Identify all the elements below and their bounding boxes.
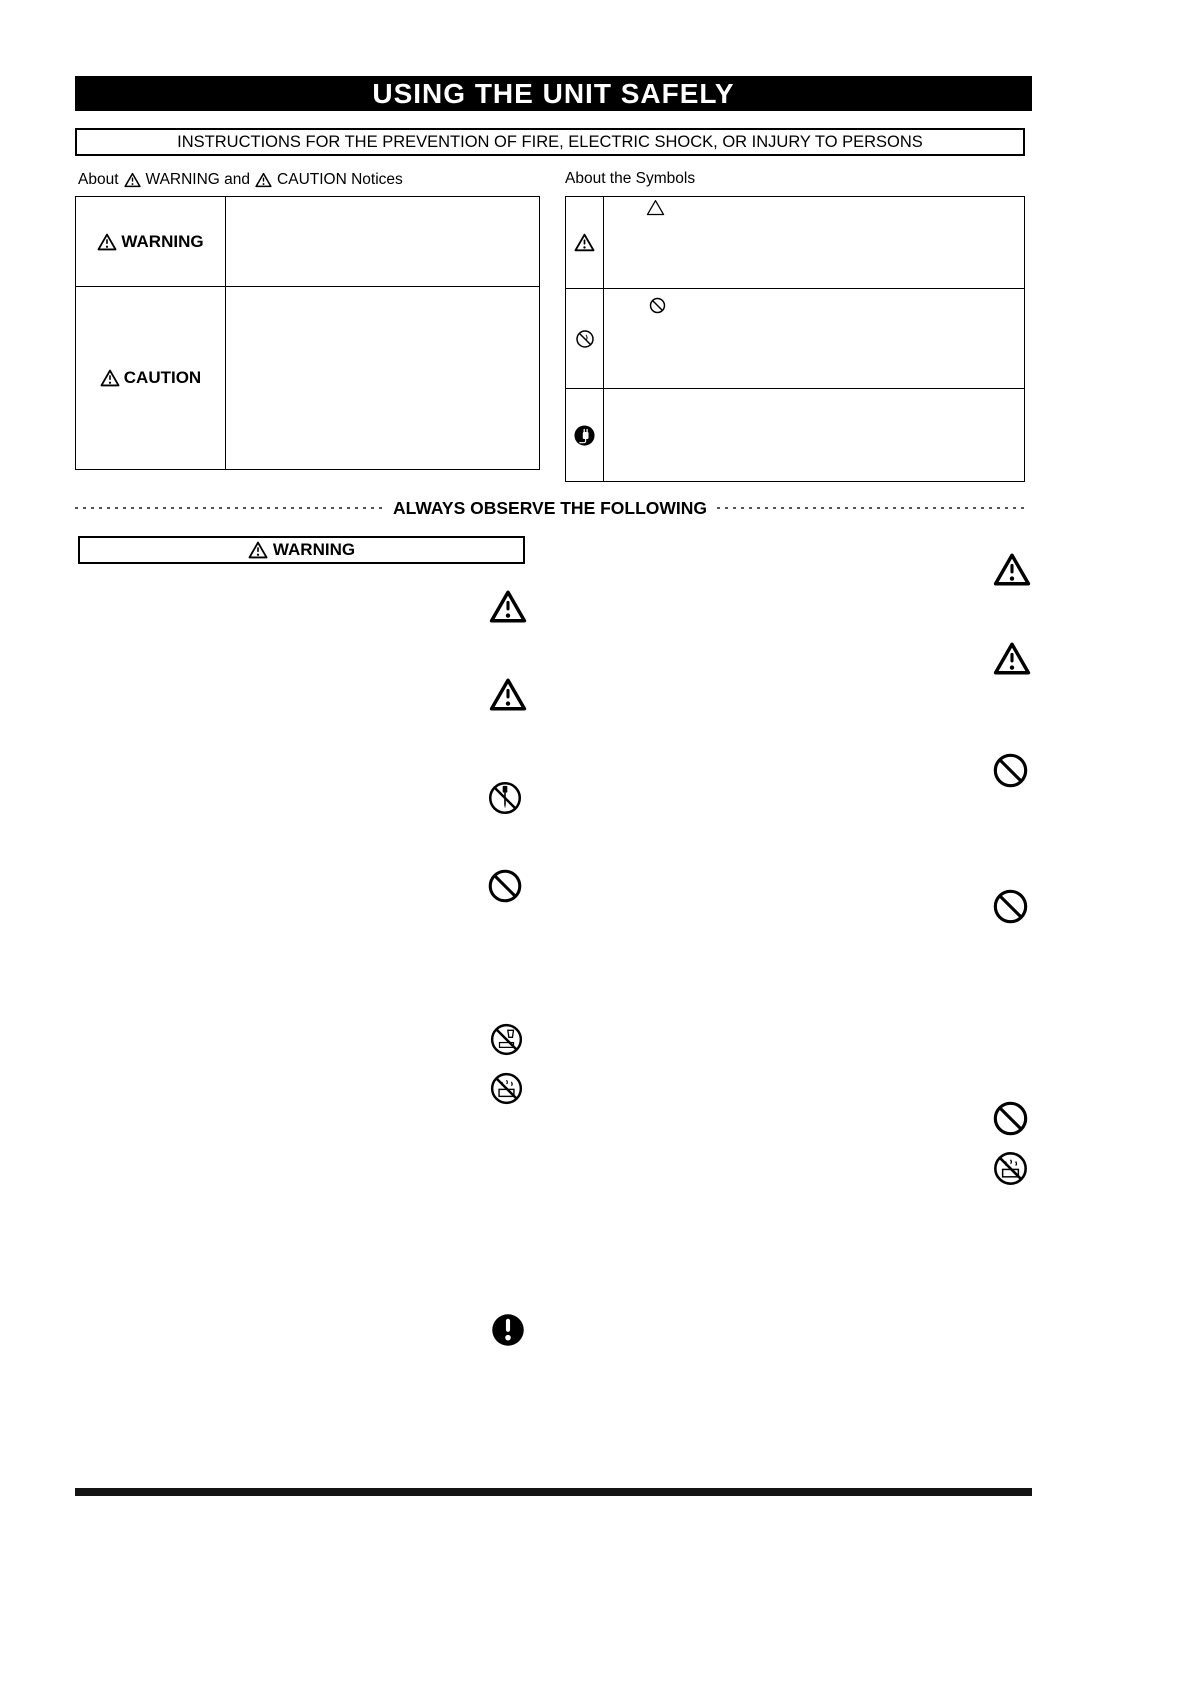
prohibition-circle-icon [992, 752, 1029, 789]
warning-triangle-icon [993, 552, 1031, 587]
page-title: USING THE UNIT SAFELY [372, 77, 735, 109]
notices-table [75, 196, 540, 470]
prohibition-circle-icon [575, 329, 595, 349]
warning-triangle-icon [489, 677, 527, 712]
prohibition-circle-icon [487, 868, 523, 904]
prohibition-circle-icon [992, 888, 1029, 925]
symbol-description-cell [604, 389, 1024, 481]
symbol-cell [566, 197, 604, 288]
plain-triangle-icon [646, 199, 665, 216]
warning-section-box [78, 536, 525, 564]
always-observe-divider [75, 498, 1025, 518]
divider-dash-left [75, 507, 383, 509]
alert-triangle-icon [574, 233, 595, 252]
about-notices-heading [78, 170, 403, 190]
caution-label-cell [76, 287, 226, 469]
divider-dash-right [717, 507, 1025, 509]
caution-label: CAUTION [123, 368, 202, 387]
warning-section-label: WARNING [272, 540, 356, 559]
warning-triangle-icon [489, 589, 527, 624]
prohibition-circle-icon [649, 297, 666, 314]
about-notices-text-1: About [78, 171, 119, 188]
bottom-rule [75, 1488, 1032, 1496]
warning-triangle-icon [124, 172, 141, 188]
symbol-row-mandatory [566, 389, 1024, 481]
symbols-table [565, 196, 1025, 482]
warning-description-cell [226, 197, 539, 286]
symbol-description-cell [604, 197, 1024, 288]
divider-text: ALWAYS OBSERVE THE FOLLOWING [392, 497, 708, 518]
instructions-box [75, 128, 1025, 156]
prohibition-circle-icon [992, 1100, 1029, 1137]
mandatory-action-icon [490, 1312, 526, 1348]
symbol-cell [566, 389, 604, 481]
warning-triangle-icon [993, 641, 1031, 676]
no-disassemble-icon [487, 780, 523, 816]
warning-label: WARNING [121, 231, 204, 251]
mandatory-unplug-icon [573, 424, 596, 447]
about-symbols-heading: About the Symbols [565, 170, 696, 187]
instructions-text: INSTRUCTIONS FOR THE PREVENTION OF FIRE, ELECTRIC SHOCK, OR INJURY TO PERSONS [177, 132, 923, 151]
warning-triangle-icon [255, 172, 272, 188]
warning-triangle-icon [248, 541, 268, 559]
symbol-row-prohibition [566, 289, 1024, 389]
warning-triangle-icon [97, 233, 117, 251]
caution-description-cell [226, 287, 539, 469]
caution-notice-row [76, 287, 539, 469]
no-water-icon [992, 1150, 1029, 1187]
page-title-banner [75, 76, 1032, 111]
warning-notice-row [76, 197, 539, 287]
no-liquid-container-icon [489, 1022, 524, 1057]
symbol-description-cell [604, 289, 1024, 388]
no-water-icon [489, 1071, 524, 1106]
symbol-row-alert [566, 197, 1024, 289]
symbol-cell [566, 289, 604, 388]
about-notices-text-2: WARNING and [145, 171, 251, 188]
about-notices-text-3: CAUTION Notices [277, 171, 403, 188]
warning-label-cell [76, 197, 226, 286]
warning-triangle-icon [100, 369, 120, 387]
